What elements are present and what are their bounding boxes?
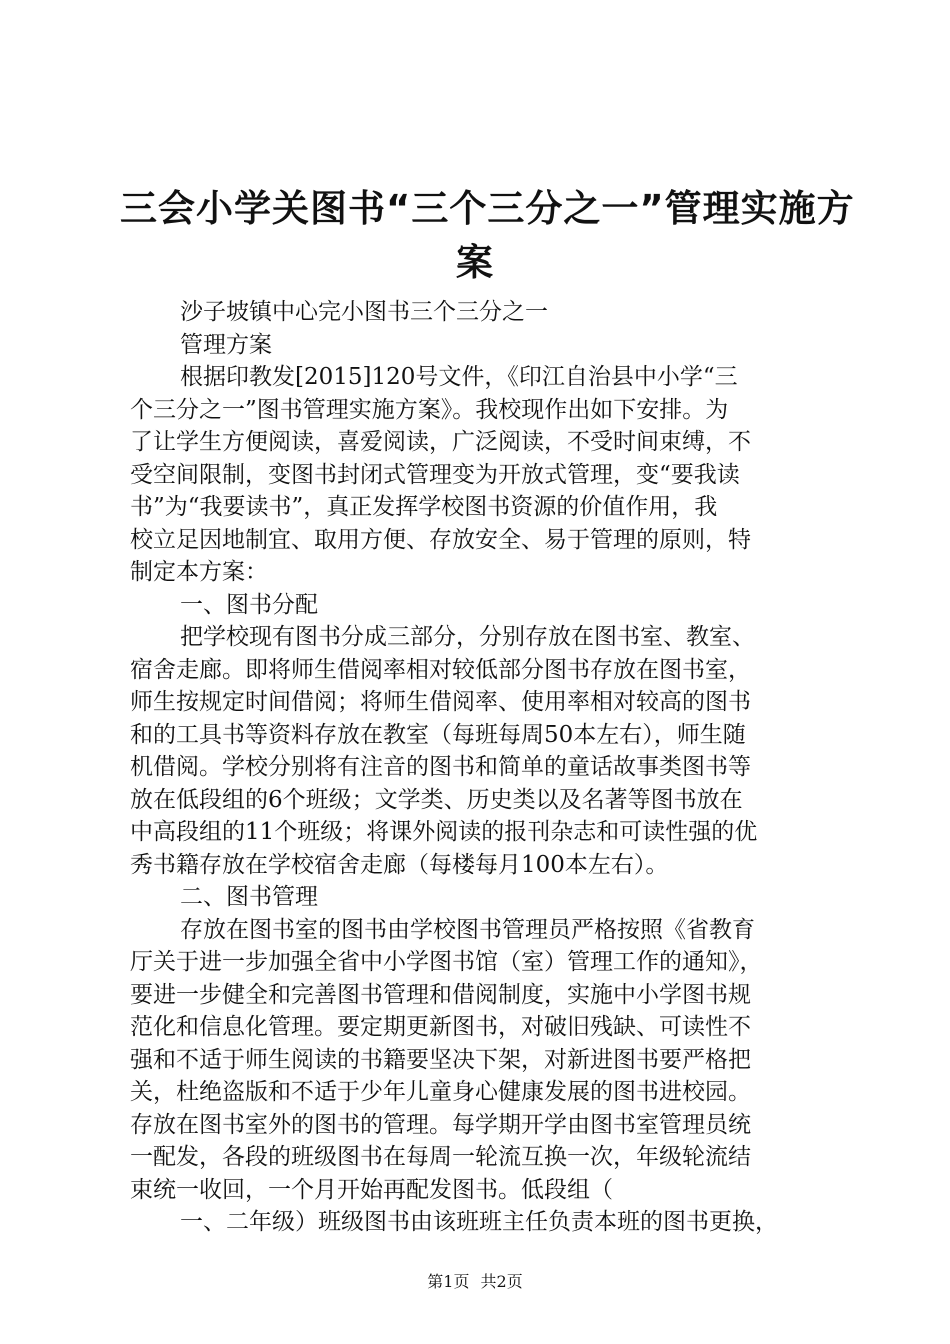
paragraph-line: 一、二年级）班级图书由该班班主任负责本班的图书更换， <box>180 1209 778 1235</box>
paragraph-line: 中高段组的11个班级；将课外阅读的报刊杂志和可读性强的优 <box>130 819 758 845</box>
paragraph-line: 校立足因地制宜、取用方便、存放安全、易于管理的原则，特 <box>130 526 751 553</box>
paragraph-line: 根据印教发[2015]120号文件，《印江自治县中小学“三 <box>180 364 738 390</box>
page-total: 共2页 <box>480 1272 523 1291</box>
paragraph-line: 放在低段组的6个班级；文学类、历史类以及名著等图书放在 <box>130 786 743 813</box>
paragraph-line: 存放在图书室外的图书的管理。每学期开学由图书室管理员统 <box>130 1111 751 1138</box>
document-title <box>120 182 855 290</box>
paragraph-line: 受空间限制，变图书封闭式管理变为开放式管理，变“要我读 <box>130 461 740 488</box>
paragraph-line: 个三分之一”图书管理实施方案》。我校现作出如下安排。为 <box>130 396 729 423</box>
paragraph-line: 厅关于进一步加强全省中小学图书馆（室）管理工作的通知》， <box>130 949 763 975</box>
paragraph-line: 存放在图书室的图书由学校图书管理员严格按照《省教育 <box>180 916 755 943</box>
paragraph-line: 一配发，各段的班级图书在每周一轮流互换一次，年级轮流结 <box>130 1144 751 1170</box>
paragraph-line: 束统一收回，一个月开始再配发图书。低段组（ <box>130 1176 613 1203</box>
paragraph-line: 范化和信息化管理。要定期更新图书，对破旧残缺、可读性不 <box>130 1014 751 1040</box>
paragraph-line: 机借阅。学校分别将有注音的图书和简单的童话故事类图书等 <box>130 754 751 780</box>
page-number: 第1页 <box>427 1272 470 1291</box>
subtitle-line: 沙子坡镇中心完小图书三个三分之一 <box>180 299 548 325</box>
paragraph-line: 书”为“我要读书”，真正发挥学校图书资源的价值作用，我 <box>130 494 718 520</box>
section-heading: 一、图书分配 <box>180 591 318 618</box>
section-heading: 二、图书管理 <box>180 884 318 910</box>
paragraph-line: 秀书籍存放在学校宿舍走廊（每楼每月100本左右）。 <box>130 851 669 878</box>
page-footer <box>0 1272 950 1292</box>
paragraph-line: 把学校现有图书分成三部分，分别存放在图书室、教室、 <box>180 624 755 650</box>
paragraph-line: 要进一步健全和完善图书管理和借阅制度，实施中小学图书规 <box>130 981 751 1008</box>
paragraph-line: 强和不适于师生阅读的书籍要坚决下架，对新进图书要严格把 <box>130 1046 751 1073</box>
paragraph-line: 师生按规定时间借阅；将师生借阅率、使用率相对较高的图书 <box>130 689 751 715</box>
paragraph-line: 关，杜绝盗版和不适于少年儿童身心健康发展的图书进校园。 <box>130 1079 751 1105</box>
title-line-2: 案 <box>456 241 494 284</box>
paragraph-line: 和的工具书等资料存放在教室（每班每周50本左右），师生随 <box>130 721 746 748</box>
paragraph-line: 宿舍走廊。即将师生借阅率相对较低部分图书存放在图书室， <box>130 656 751 683</box>
title-line-1: 三会小学关图书“三个三分之一”管理实施方 <box>120 187 855 230</box>
subtitle-line: 管理方案 <box>180 331 272 358</box>
paragraph-line: 制定本方案： <box>130 559 268 585</box>
document-body <box>130 296 842 1239</box>
paragraph-line: 了让学生方便阅读，喜爱阅读，广泛阅读，不受时间束缚，不 <box>130 429 751 455</box>
